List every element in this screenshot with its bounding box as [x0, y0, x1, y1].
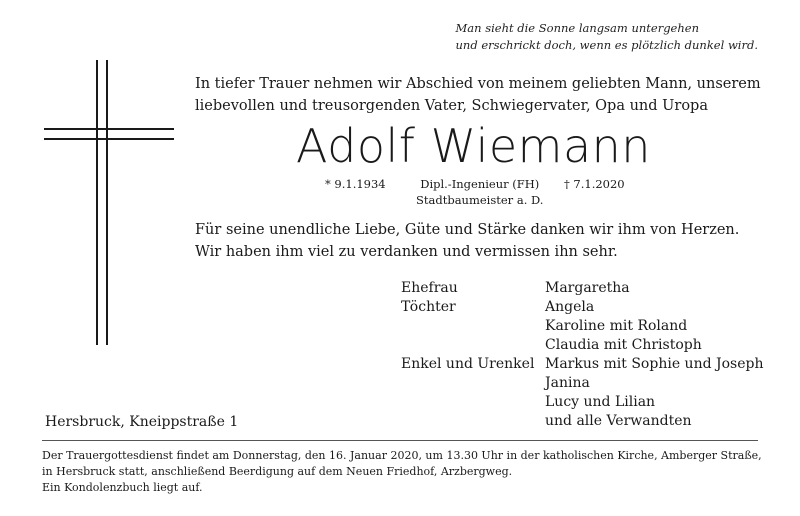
relationship-label: Töchter: [401, 299, 456, 315]
deceased-name: Adolf Wiemann: [296, 119, 651, 173]
thanks-line: Wir haben ihm viel zu verdanken und vermissen ihn sehr.: [195, 244, 618, 260]
cross-icon: [44, 60, 174, 345]
thanks-text: [195, 219, 739, 263]
relative-name: Karoline mit Roland: [545, 318, 688, 334]
relative-name: Markus mit Sophie und Joseph: [545, 356, 764, 372]
notice-line: in Hersbruck statt, anschließend Beerdigung auf dem Neuen Friedhof, Arzbergweg.: [42, 465, 513, 478]
epigraph-quote: [456, 20, 759, 54]
relationship-label: [401, 374, 534, 393]
thanks-line: Für seine unendliche Liebe, Güte und Stärke danken wir ihm von Herzen.: [195, 222, 740, 238]
quote-line: Man sieht die Sonne langsam untergehen: [455, 21, 699, 35]
death-date: † 7.1.2020: [564, 177, 625, 191]
relative-name: und alle Verwandten: [545, 413, 692, 429]
birth-date: * 9.1.1934: [325, 177, 386, 191]
notice-line: Der Trauergottesdienst findet am Donnerstag, den 16. Januar 2020, um 13.30 Uhr in der katholischen Kirche, Amberger Straße,: [42, 449, 762, 462]
profession: [416, 176, 543, 208]
relationship-label: Enkel und Urenkel: [401, 356, 535, 372]
relative-name: Claudia mit Christoph: [545, 337, 702, 353]
relationship-label: Ehefrau: [401, 280, 458, 296]
relative-names: [545, 279, 763, 431]
relationship-label: [401, 412, 534, 431]
relative-name: Margaretha: [545, 280, 630, 296]
notice-line: Ein Kondolenzbuch liegt auf.: [42, 481, 203, 494]
profession-line: Dipl.-Ingenieur (FH): [420, 177, 540, 191]
relationship-label: [401, 317, 534, 336]
relative-name: Lucy und Lilian: [545, 394, 656, 410]
divider: [42, 440, 758, 441]
relationship-labels: [401, 279, 534, 431]
relative-name: Angela: [545, 299, 595, 315]
address: Hersbruck, Kneippstraße 1: [45, 414, 239, 430]
profession-line: Stadtbaumeister a. D.: [416, 193, 544, 207]
relationship-label: [401, 393, 534, 412]
service-notice: [42, 448, 762, 496]
quote-line: und erschrickt doch, wenn es plötzlich dunkel wird.: [455, 38, 758, 52]
relative-name: Janina: [545, 375, 590, 391]
intro-text: In tiefer Trauer nehmen wir Abschied von meinem geliebten Mann, unserem liebevollen und treusorgenden Vater, Schwiegervater, Opa und Uropa: [195, 76, 761, 114]
relationship-label: [401, 336, 534, 355]
